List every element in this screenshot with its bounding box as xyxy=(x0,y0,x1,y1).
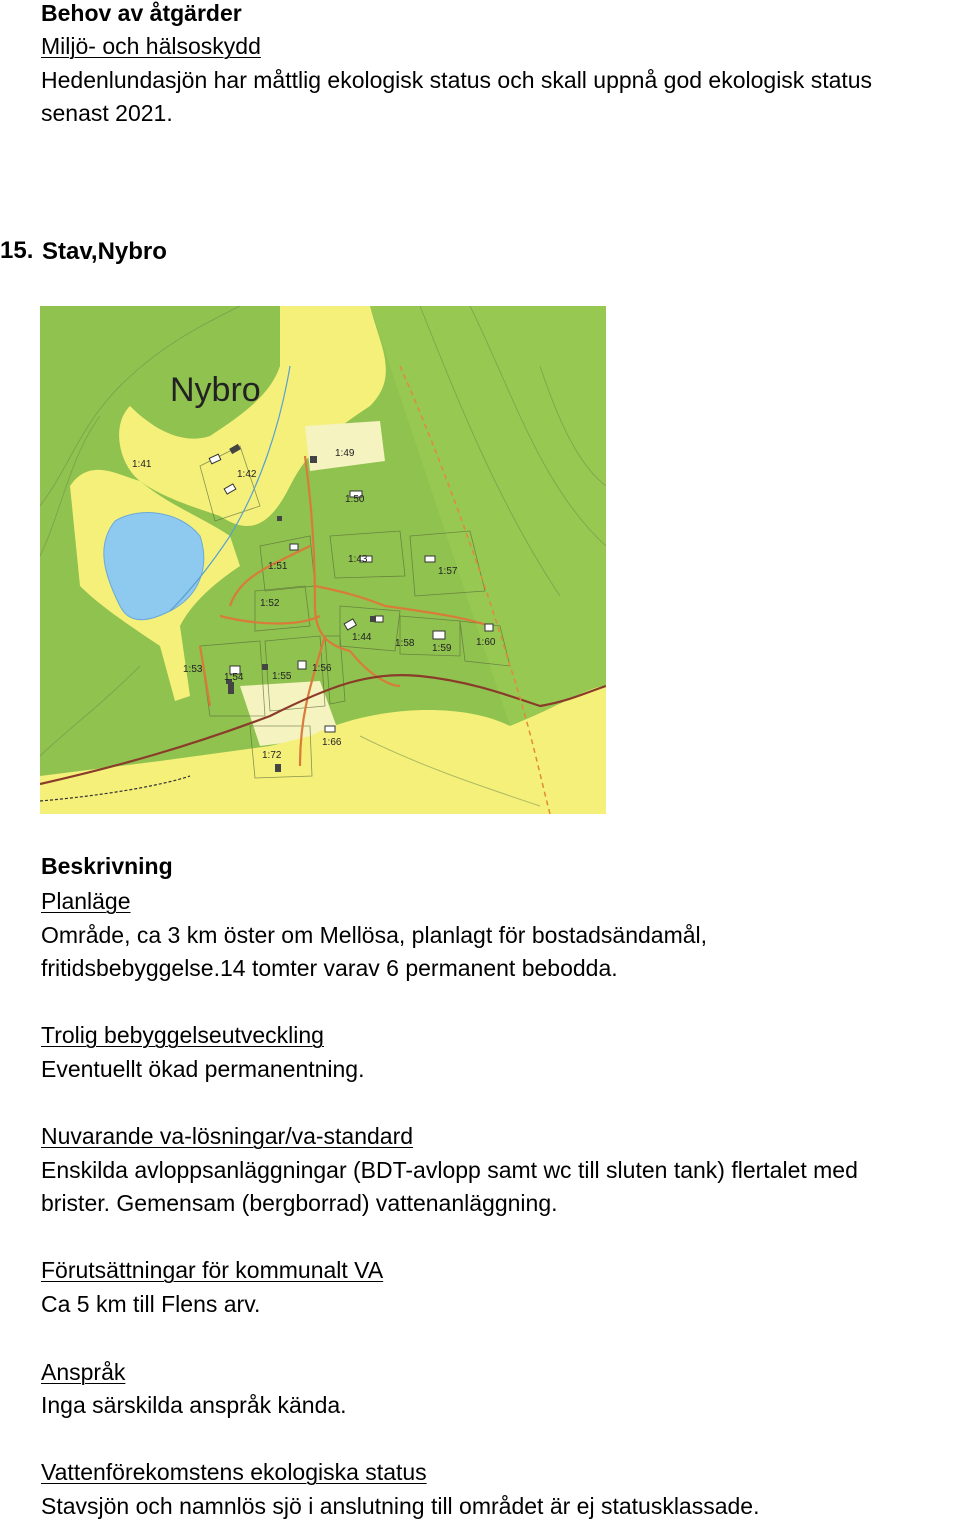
map-image xyxy=(40,306,606,814)
subheading-miljo: Miljö- och hälsoskydd xyxy=(41,33,261,59)
text-line: Område, ca 3 km öster om Mellösa, planlagt för bostadsändamål, xyxy=(41,922,708,948)
map-plot-label: 1:66 xyxy=(322,737,342,748)
text-line: brister. Gemensam (bergborrad) vattenanläggning. xyxy=(41,1190,558,1216)
label-va: Nuvarande va-lösningar/va-standard xyxy=(41,1123,414,1149)
label-bebyggelse: Trolig bebyggelseutveckling xyxy=(41,1022,324,1048)
heading-behov: Behov av åtgärder xyxy=(41,0,242,26)
item-title: Stav,Nybro xyxy=(42,238,167,265)
label-planlage: Planläge xyxy=(41,888,131,914)
text-line: Enskilda avloppsanläggningar (BDT-avlopp samt wc till sluten tank) flertalet med xyxy=(41,1157,858,1183)
map-plot-label: 1:53 xyxy=(183,664,203,675)
map-plot-label: 1:41 xyxy=(132,459,152,470)
map-plot-label: 1:60 xyxy=(476,637,496,648)
map-plot-label: 1:59 xyxy=(432,643,452,654)
map-plot-label: 1:58 xyxy=(395,638,415,649)
map-plot-label: 1:57 xyxy=(438,566,458,577)
label-status: Vattenförekomstens ekologiska status xyxy=(41,1459,427,1485)
map-plot-label: 1:50 xyxy=(345,494,365,505)
text-line: Ca 5 km till Flens arv. xyxy=(41,1291,261,1317)
map-plot-label: 1:49 xyxy=(335,448,355,459)
map-plot-label: 1:72 xyxy=(262,750,282,761)
heading-beskrivning: Beskrivning xyxy=(41,853,173,879)
text-line: Stavsjön och namnlös sjö i anslutning till området är ej statusklassade. xyxy=(41,1493,760,1519)
item-number: 15. xyxy=(0,237,34,264)
map-plot-label: 1:56 xyxy=(312,663,332,674)
text-line: senast 2021. xyxy=(41,100,173,126)
map-plot-label: 1:51 xyxy=(268,561,288,572)
label-forutsattningar: Förutsättningar för kommunalt VA xyxy=(41,1257,384,1283)
map-plot-label: 1:42 xyxy=(237,469,257,480)
text-line: Inga särskilda anspråk kända. xyxy=(41,1392,347,1418)
map-plot-label: 1:43 xyxy=(348,554,368,565)
map-plot-label: 1:55 xyxy=(272,671,292,682)
text-line: Hedenlundasjön har måttlig ekologisk status och skall uppnå god ekologisk status xyxy=(41,67,873,93)
map-place-label: Nybro xyxy=(170,371,261,409)
map-plot-label: 1:44 xyxy=(352,632,372,643)
map-plot-label: 1:54 xyxy=(224,672,244,683)
text-line: Eventuellt ökad permanentning. xyxy=(41,1056,365,1082)
text-line: fritidsbebyggelse.14 tomter varav 6 permanent bebodda. xyxy=(41,955,618,981)
label-ansprak: Anspråk xyxy=(41,1359,126,1385)
map-plot-label: 1:52 xyxy=(260,598,280,609)
